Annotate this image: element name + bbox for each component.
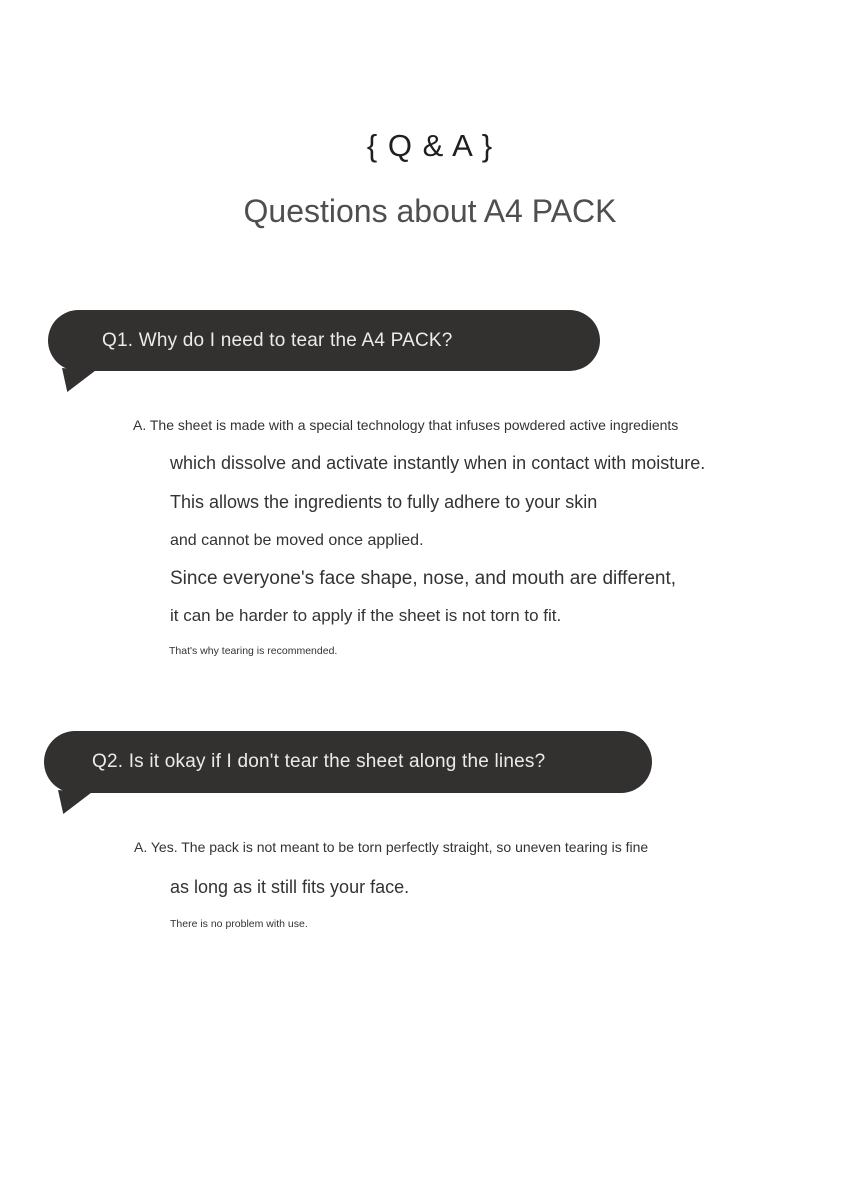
answer-line: Since everyone's face shape, nose, and mouth are different, xyxy=(170,568,677,589)
answer-line: There is no problem with use. xyxy=(170,918,308,930)
question-1-text: Q1. Why do I need to tear the A4 PACK? xyxy=(102,329,453,351)
question-bubble-2 xyxy=(44,731,652,793)
answer-line: That's why tearing is recommended. xyxy=(169,645,338,657)
page-subtitle: Questions about A4 PACK xyxy=(243,193,617,229)
page-title: { Q & A } xyxy=(366,128,494,163)
speech-bubble-tail-1 xyxy=(62,368,95,392)
answer-line: as long as it still fits your face. xyxy=(170,877,410,897)
question-bubble-1 xyxy=(48,310,600,371)
question-2-text: Q2. Is it okay if I don't tear the sheet along the lines? xyxy=(92,751,546,772)
speech-bubble-tail-2 xyxy=(58,790,91,814)
answer-line: A. Yes. The pack is not meant to be torn perfectly straight, so uneven tearing is fine xyxy=(134,839,649,855)
answer-line: it can be harder to apply if the sheet is not torn to fit. xyxy=(170,606,562,625)
answer-line: which dissolve and activate instantly when in contact with moisture. xyxy=(170,453,706,473)
answer-line: A. The sheet is made with a special technology that infuses powdered active ingredients xyxy=(133,417,679,433)
answer-line: This allows the ingredients to fully adhere to your skin xyxy=(170,492,598,512)
answer-line: and cannot be moved once applied. xyxy=(170,532,424,549)
